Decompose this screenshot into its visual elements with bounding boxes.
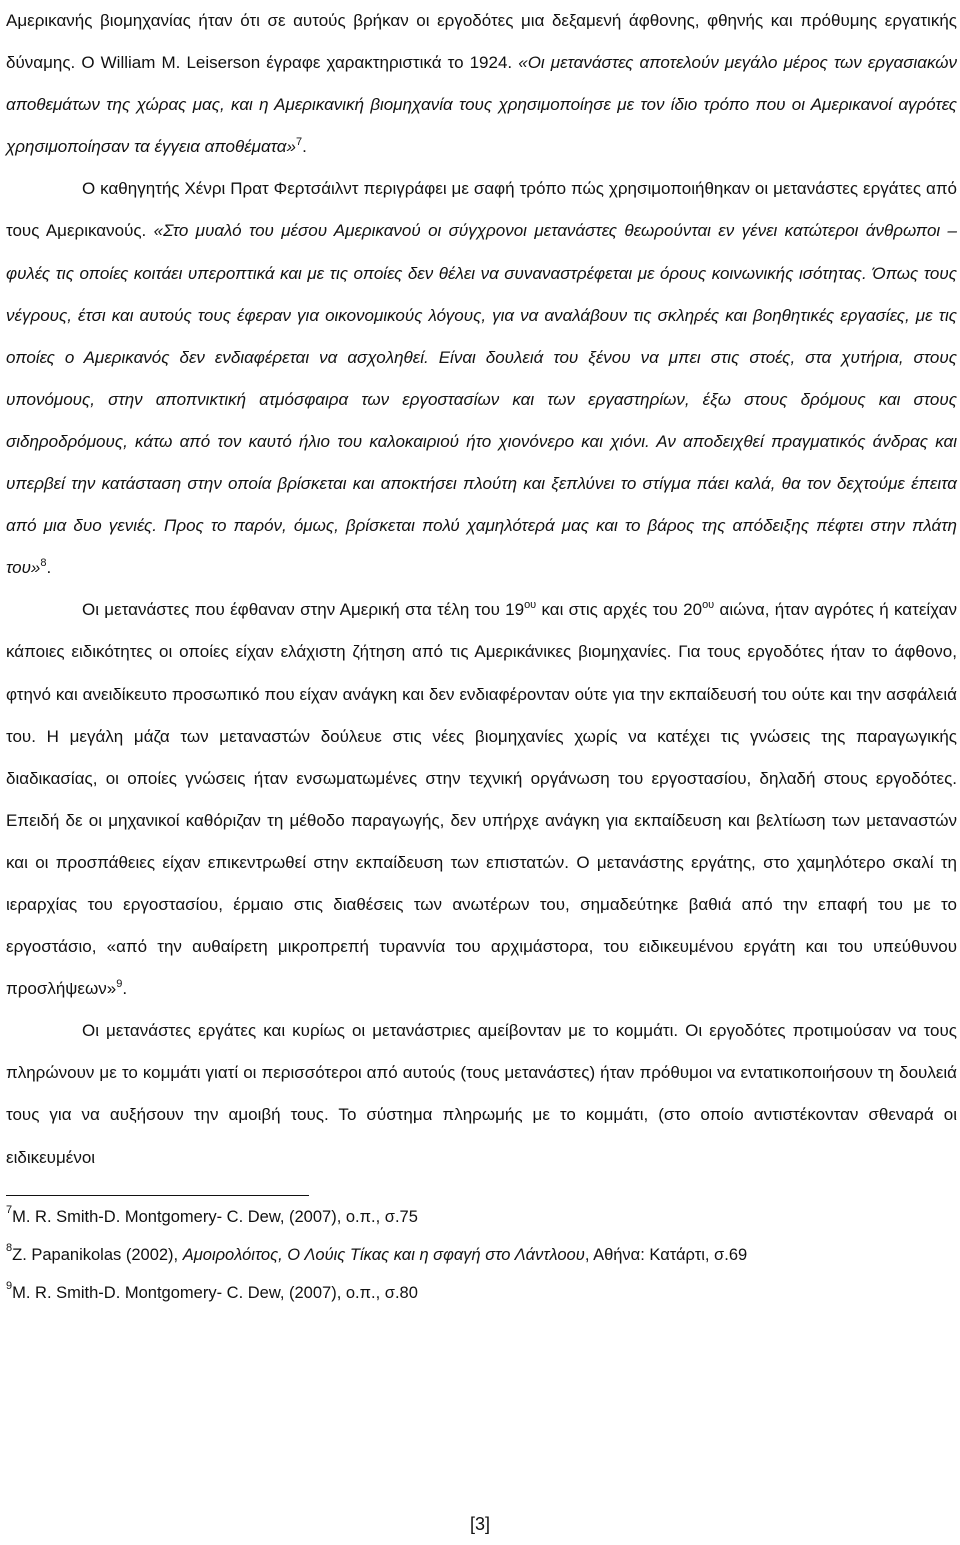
- page-number: [3]: [469, 1514, 490, 1534]
- text-run: .: [122, 979, 128, 999]
- text-run: Z. Papanikolas (2002),: [12, 1245, 183, 1264]
- italic-text: «Στο μυαλό του μέσου Αμερικανού οι σύγχρονοι μετανάστες θεωρούνται εν γένει κατώτεροι άνθρωποι – φυλές τις οποίες κοιτάει υπεροπτικά και με τις οποίες δεν θέλει να συναναστρέφεται με όρους κοινωνικής ισότητας. Όπως τους νέγρους, έτσι και αυτούς τους έφεραν για οικονομικούς λόγους, για να αναλάβουν τις σκληρές και βοηθητικές εργασίες, με τις οποίες ο Αμερικανός δεν ενδιαφέρεται να ασχοληθεί. Είναι δουλειά του ξένου να μπει στις στοές, στα χυτήρια, στους υπονόμους, στην αποπνικτική ατμόσφαιρα των εργοστασίων και των εργαστηρίων, έξω στους δρόμους και στους σιδηροδρόμους, κάτω από τον καυτό ήλιο του καλοκαιριού ήτο χιονόνερο και χιόνι. Αν αποδειχθεί πραγματικός άνδρας και υπερβεί την κατάσταση στην οποία βρίσκεται και αποκτήσει πλούτη και ξεπλύνει το στίγμα πάει καλά, θα τον δεχτούμε έπειτα από μια δυο γενιές. Προς το παρόν, όμως, βρίσκεται πολύ χαμηλότερά μας και το βάρος της απόδειξης πέφτει στην πλάτη του»: [6, 221, 957, 578]
- text-run: M. R. Smith-D. Montgomery- C. Dew, (2007), ο.π., σ.80: [12, 1283, 418, 1302]
- text-run: Οι μετανάστες που έφθαναν στην Αμερική στα τέλη του 19: [82, 600, 525, 620]
- paragraph: [6, 168, 957, 589]
- footnote-item: [6, 1240, 957, 1278]
- footnote-number: 9: [6, 1279, 13, 1292]
- footnote-marker: 8: [40, 557, 47, 570]
- footnote-number: 8: [6, 1241, 13, 1254]
- paragraph: [6, 589, 957, 1010]
- footnote-item: [6, 1202, 957, 1240]
- text-run: .: [46, 558, 52, 578]
- italic-text: «Οι μετανάστες αποτελούν μεγάλο μέρος των εργασιακών αποθεμάτων της χώρας μας, και η Αμερικανική βιομηχανία τους χρησιμοποίησε με τον ίδιο τρόπο που οι Αμερικανοί αγρότες χρησιμοποίησαν τα έγγεια αποθέματα»: [6, 53, 957, 157]
- footnote-number: 7: [6, 1203, 13, 1216]
- text-run: Ο καθηγητής Χένρι Πρατ Φερτσάιλντ περιγράφει με σαφή τρόπο πώς χρησιμοποιήθηκαν οι μετανάστες εργάτες από τους Αμερικανούς.: [6, 179, 957, 241]
- text-run: Οι μετανάστες εργάτες και κυρίως οι μετανάστριες αμείβονταν με το κομμάτι. Οι εργοδότες προτιμούσαν να τους πληρώνουν με το κομμάτι γιατί οι περισσότεροι από αυτούς (τους μετανάστες) ήταν πρόθυμοι να εντατικοποιήσουν τη δουλειά τους για να αυξήσουν την αμοιβή τους. Το σύστημα πληρωμής με το κομμάτι, (στο οποίο αντιστέκονταν σθεναρά οι ειδικευμένοι: [6, 1021, 957, 1167]
- body-text: [6, 0, 957, 1179]
- footnote-marker: ου: [702, 599, 715, 612]
- text-run: Αμερικανής βιομηχανίας ήταν ότι σε αυτούς βρήκαν οι εργοδότες μια δεξαμενή άφθονης, φθηνής και πρόθυμης εργατικής δύναμης. Ο William M. Leiserson έγραφε χαρακτηριστικά το 1924.: [6, 11, 957, 73]
- footnote-separator: [6, 1195, 309, 1196]
- italic-text: Αμοιρολόιτος, Ο Λούις Τίκας και η σφαγή στο Λάντλοου: [182, 1245, 585, 1264]
- text-run: M. R. Smith-D. Montgomery- C. Dew, (2007), ο.π., σ.75: [12, 1207, 418, 1226]
- text-run: αιώνα, ήταν αγρότες ή κατείχαν κάποιες ειδικότητες οι οποίες είχαν ελάχιστη ζήτηση από τις Αμερικάνικες βιομηχανίες. Για τους εργοδότες ήταν το άφθονο, φτηνό και ανειδίκευτο προσωπικό που είχαν ανάγκη και δεν ενδιαφέρονταν ούτε για την εκπαίδευσή του ούτε και την ασφάλειά του. Η μεγάλη μάζα των μεταναστών δούλευε στις νέες βιομηχανίες χωρίς να κατέχει τις γνώσεις της παραγωγικής διαδικασίας, οι οποίες γνώσεις ήταν ενσωματωμένες στην τεχνική οργάνωση του εργοστασίου, δηλαδή στους εργοδότες. Επειδή δε οι μηχανικοί καθόριζαν τη μέθοδο παραγωγής, δεν υπήρχε ανάγκη για εκπαίδευση και βελτίωση των μεταναστών και οι προσπάθειες είχαν επικεντρωθεί στην εκπαίδευση των επιστατών. Ο μετανάστης εργάτης, στο χαμηλότερο σκαλί τη ιεραρχίας του εργοστασίου, έρμαιο στις διαθέσεις των ανωτέρων του, σημαδεύτηκε βαθιά από την επαφή του με το εργοστάσιο, «από την αυθαίρετη μικροπρεπή τυραννία του αρχιμάστορα, του ειδικευμένου εργάτη και του υπεύθυνου προσλήψεων»: [6, 600, 957, 999]
- footnote-marker: 7: [295, 136, 303, 149]
- footnote-marker: 9: [116, 978, 123, 991]
- text-run: και στις αρχές του 20: [536, 600, 703, 620]
- document-page: [6, 0, 957, 1316]
- paragraph: [6, 0, 957, 168]
- footnotes: [6, 1202, 957, 1316]
- footnote-marker: ου: [524, 599, 537, 612]
- footnote-item: [6, 1278, 957, 1316]
- paragraph: [6, 1010, 957, 1178]
- text-run: , Αθήνα: Κατάρτι, σ.69: [584, 1245, 748, 1264]
- text-run: .: [302, 137, 307, 157]
